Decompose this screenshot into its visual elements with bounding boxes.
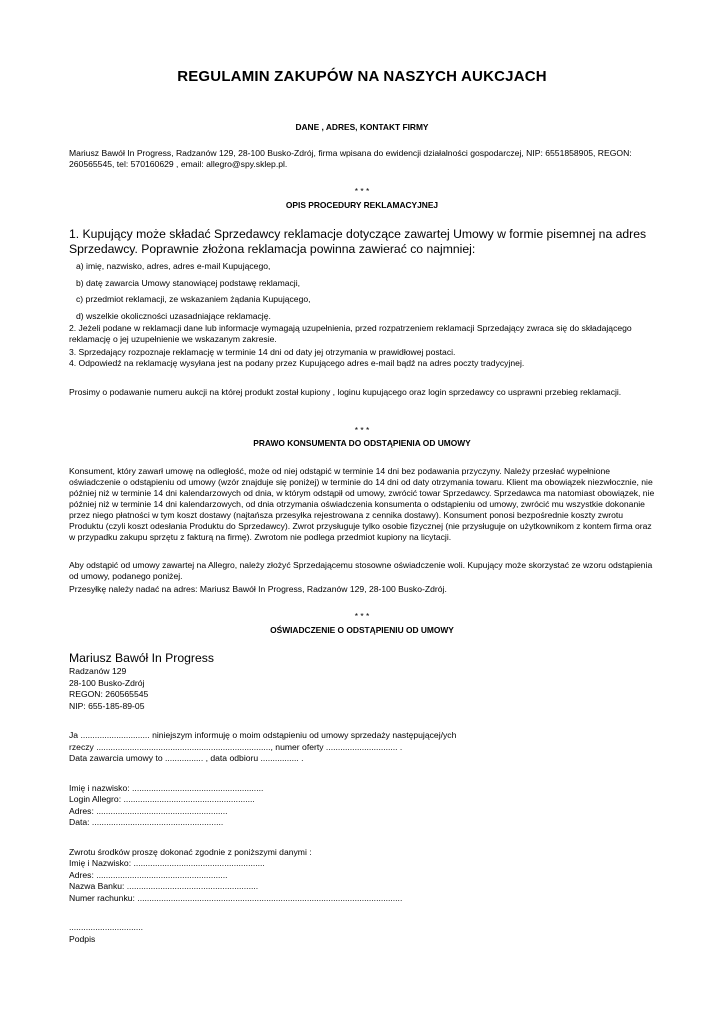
contact-text: Mariusz Bawół In Progress, Radzanów 129, 28-100 Busko-Zdrój, firma wpisana do ewidencji działalności gospodarczej, NIP: 6551858905, REGON: 260565545, tel: 570160629 , email: allegro@spy.sklep.pl.: [69, 148, 632, 169]
refund-field-account: Numer rachunku: ...............................................................................................................: [69, 893, 403, 903]
withdrawal-allegro: Aby odstąpić od umowy zawartej na Allegro, należy złożyć Sprzedającemu stosowne oświadczenie woli. Kupujący może skorzystać ze wzoru odstąpienia od umowy, podanego poniżej.: [69, 560, 653, 581]
contact-heading: DANE , ADRES, KONTAKT FIRMY: [295, 122, 429, 132]
separator-1: * * *: [354, 186, 370, 196]
form-field-login: Login Allegro: .......................................................: [69, 794, 255, 804]
separator-3: * * *: [354, 611, 370, 621]
complaint-heading: OPIS PROCEDURY REKLAMACYJNEJ: [285, 200, 439, 210]
withdrawal-heading: PRAWO KONSUMENTA DO ODSTĄPIENIA OD UMOWY: [253, 438, 471, 448]
statement-address-line-1: Radzanów 129: [69, 666, 127, 676]
form-field-address: Adres: .......................................................: [69, 806, 228, 816]
withdrawal-shipping-address: Przesyłkę należy nadać na adres: Mariusz Bawół In Progress, Radzanów 129, 28-100 Busko-Zdrój.: [69, 584, 447, 594]
document-title: REGULAMIN ZAKUPÓW NA NASZYCH AUKCJACH: [177, 68, 547, 85]
complaint-item-b: b) datę zawarcia Umowy stanowiącej podstawę reklamacji,: [76, 278, 301, 288]
signature-label: Podpis: [69, 934, 96, 944]
statement-heading: OŚWIADCZENIE O ODSTĄPIENIU OD UMOWY: [270, 625, 454, 635]
form-field-name: Imię i nazwisko: .......................................................: [69, 783, 264, 793]
complaint-point-3: 3. Sprzedający rozpoznaje reklamację w terminie 14 dni od daty jej otrzymania w prawidłowej postaci.: [69, 347, 456, 357]
signature-line: ...............................: [69, 922, 144, 932]
complaint-point-2: 2. Jeżeli podane w reklamacji dane lub informacje wymagają uzupełnienia, przed rozpatrzeniem reklamacji Sprzedający zwraca się do składającego reklamację o jej uzupełnienie we wskazanym zakresie.: [69, 323, 632, 344]
form-declaration-line-2: rzeczy ........................................................................., numer oferty .............................. .: [69, 742, 403, 752]
form-declaration-line-1: Ja ............................. niniejszym informuję o moim odstąpieniu od umowy sprzedaży następującej/ych: [69, 730, 457, 740]
refund-field-name: Imię i Nazwisko: .......................................................: [69, 858, 265, 868]
complaint-note: Prosimy o podawanie numeru aukcji na której produkt został kupiony , loginu kupującego oraz login sprzedawcy co usprawni przebieg reklamacji.: [69, 387, 622, 397]
statement-address-line-2: 28-100 Busko-Zdrój: [69, 678, 145, 688]
refund-field-bank: Nazwa Banku: .......................................................: [69, 881, 259, 891]
complaint-point-4: 4. Odpowiedź na reklamację wysyłana jest na podany przez Kupującego adres e-mail bądź na adres poczty tradycyjnej.: [69, 358, 525, 368]
complaint-item-c: c) przedmiot reklamacji, ze wskazaniem żądania Kupującego,: [76, 294, 311, 304]
statement-regon: REGON: 260565545: [69, 689, 149, 699]
complaint-intro: 1. Kupujący może składać Sprzedawcy reklamacje dotyczące zawartej Umowy w formie pisemnej na adres Sprzedawcy. Poprawnie złożona reklamacja powinna zawierać co najmniej:: [69, 227, 647, 256]
separator-2: * * *: [354, 425, 370, 435]
complaint-item-a: a) imię, nazwisko, adres, adres e-mail Kupującego,: [76, 261, 271, 271]
form-declaration-line-3: Data zawarcia umowy to ................ , data odbioru ................ .: [69, 753, 304, 763]
statement-nip: NIP: 655-185-89-05: [69, 701, 145, 711]
complaint-item-d: d) wszelkie okoliczności uzasadniające reklamację.: [76, 311, 271, 321]
refund-intro: Zwrotu środków proszę dokonać zgodnie z poniższymi danymi :: [69, 847, 312, 857]
withdrawal-body: Konsument, który zawarł umowę na odległość, może od niej odstąpić w terminie 14 dni bez podawania przyczyny. Należy przesłać wypełnione oświadczenie o odstąpieniu od umowy (wzór znajduje się poniżej) w terminie do 14 dni od daty otrzymania towaru. Klient ma obowiązek niezwłocznie, nie później niż w terminie 14 dni kalendarzowych od dnia, w którym odstąpił od umowy, zwrócić towar Sprzedawcy. Sprzedawca ma natomiast obowiązek, nie później niż w terminie 14 dni kalendarzowych, od dnia otrzymania oświadczenia konsumenta o odstąpieniu od umowy, zwrócić mu wszystkie dokonanie przez niego płatności w tym koszt dostawy (najtańsza przesyłka rejestrowana z cennika dostawy). Konsument ponosi bezpośrednie koszty zwrotu Produktu (czyli koszt odesłania Produktu do Sprzedawcy). Zwrot przysługuje tylko osobie fizycznej (nie przysługuje on użytkownikom z kontem firma oraz w przypadku zakupu sprzętu z fakturą na firmę). Zwrotom nie podlega przedmiot kupiony na licytacji.: [69, 466, 655, 542]
statement-company: Mariusz Bawół In Progress: [69, 651, 214, 665]
refund-field-address: Adres: .......................................................: [69, 870, 228, 880]
form-field-date: Data: .......................................................: [69, 817, 224, 827]
